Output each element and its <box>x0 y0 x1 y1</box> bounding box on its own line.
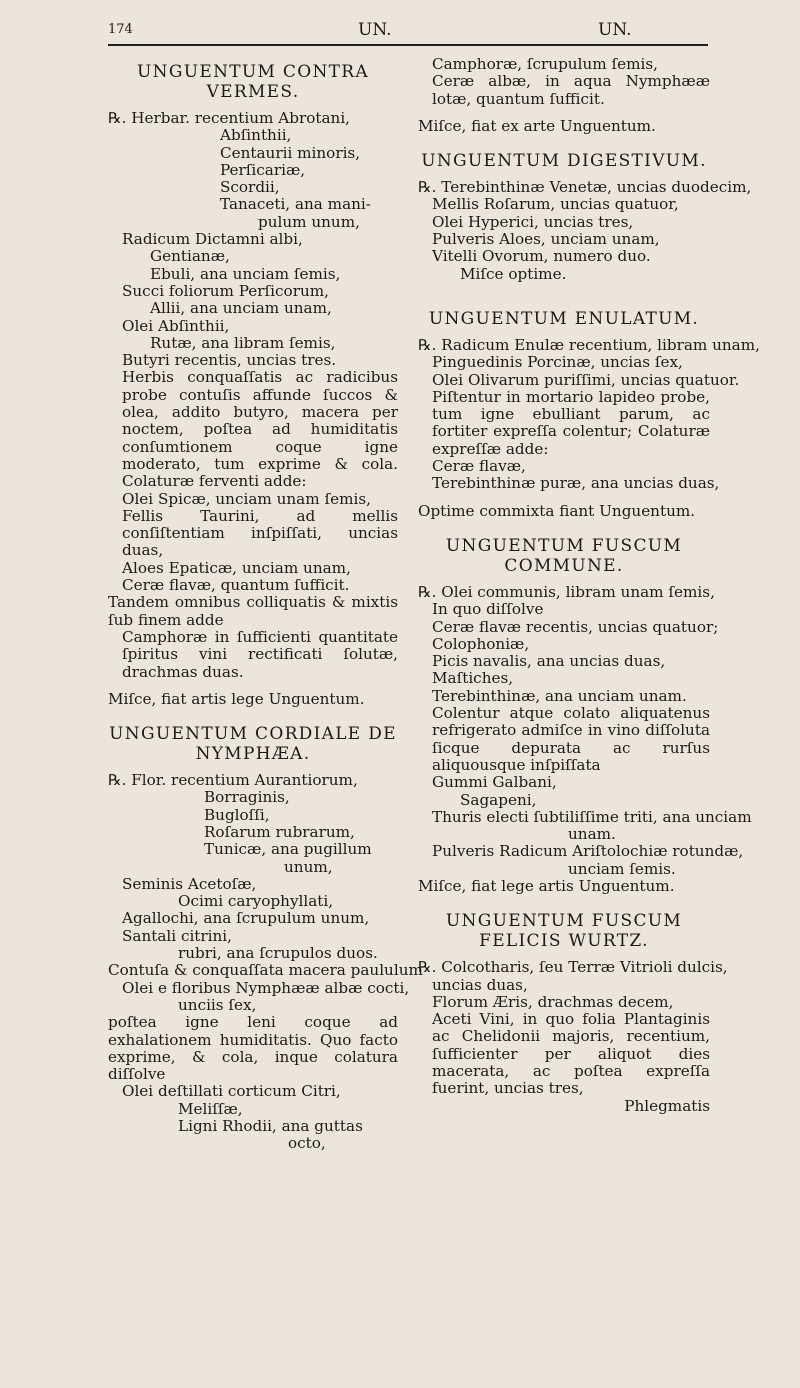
recipe-line: Miſce, fiat artis lege Unguentum. <box>108 689 365 708</box>
recipe-line: rubri, ana ſcrupulos duos. <box>178 944 378 963</box>
recipe-line: Vitelli Ovorum, numero duo. <box>432 247 651 266</box>
recipe-line: Borraginis, <box>204 788 290 807</box>
recipe-line: Ligni Rhodii, ana guttas <box>178 1117 363 1136</box>
recipe-line: ℞. Colcotharis, ſeu Terræ Vitrioli dulcis, <box>418 958 728 977</box>
instruction-paragraph: Tandem omnibus colliquatis & mixtis ſub finem adde <box>108 593 398 629</box>
section-title: UNGUENTUM FUSCUM COMMUNE. <box>445 535 683 576</box>
recipe-line: Succi foliorum Perſicorum, <box>122 281 329 300</box>
recipe-line: Tanaceti, ana mani- <box>220 195 371 214</box>
recipe-line: pulum unum, <box>258 212 360 231</box>
recipe-line: Terebinthinæ puræ, ana uncias duas, <box>432 474 720 493</box>
recipe-line: Picis navalis, ana uncias duas, <box>432 652 666 671</box>
recipe-line: ℞. Flor. recentium Aurantiorum, <box>108 771 358 790</box>
recipe-line: ℞. Terebinthinæ Venetæ, uncias duodecim, <box>418 178 752 197</box>
recipe-line: Seminis Acetoſæ, <box>122 874 257 893</box>
recipe-line: ℞. Radicum Enulæ recentium, libram unam, <box>418 335 760 354</box>
recipe-line: Centaurii minoris, <box>220 143 361 162</box>
recipe-line: Santali citrini, <box>122 926 232 945</box>
running-head-left: UN. <box>358 20 392 40</box>
recipe-line: Sagapeni, <box>460 790 537 809</box>
recipe-line: Ceræ flavæ, quantum ſufficit. <box>122 576 350 595</box>
recipe-line: ℞. Olei communis, libram unam ſemis, <box>418 582 715 601</box>
recipe-line: unam. <box>568 825 616 844</box>
recipe-line: Olei Olivarum puriſſimi, uncias quatuor. <box>432 370 740 389</box>
recipe-line: Fellis Taurini, ad mellis conſiſtentiam inſpiſſati, uncias duas, <box>122 506 398 560</box>
recipe-line: Colophoniæ, <box>432 634 530 653</box>
recipe-line: octo, <box>288 1134 326 1153</box>
recipe-line: Miſce, fiat lege artis Unguentum. <box>418 876 675 895</box>
recipe-line: uncias duas, <box>432 975 528 994</box>
section-title: UNGUENTUM CORDIALE DE NYMPHÆA. <box>109 724 397 765</box>
recipe-line: ℞. Herbar. recentium Abrotani, <box>108 109 350 127</box>
recipe-line: Mellis Roſarum, uncias quatuor, <box>432 195 679 214</box>
recipe-line: Roſarum rubrarum, <box>204 822 355 841</box>
recipe-line: Ebuli, ana unciam ſemis, <box>150 264 341 283</box>
recipe-line: Olei Abſinthii, <box>122 316 230 335</box>
page-number: 174 <box>108 22 133 37</box>
recipe-line: Florum Æris, drachmas decem, <box>432 992 674 1011</box>
recipe-line: unciis ſex, <box>178 995 257 1014</box>
instruction-paragraph: Colentur atque colato aliquatenus refrigerato admiſce in vino diſſoluta ſicque depurata ac rurſus aliquousque inſpiſſata <box>432 704 710 774</box>
recipe-line: Radicum Dictamni albi, <box>122 230 303 249</box>
recipe-line: Butyri recentis, uncias tres. <box>122 351 337 370</box>
recipe-line: Contuſa & conquaſſata macera paululum <box>108 961 423 980</box>
recipe-line: Camphoræ, ſcrupulum ſemis, <box>432 55 658 73</box>
recipe-line: Agallochi, ana ſcrupulum unum, <box>122 909 370 928</box>
recipe-line: Camphoræ in ſufficienti quantitate ſpiritus vini rectificati ſolutæ, drachmas duas. <box>122 627 398 681</box>
recipe-line: Abſinthii, <box>220 126 292 145</box>
recipe-line: Meliſſæ, <box>178 1099 243 1118</box>
recipe-line: Ceræ albæ, in aqua Nymphææ lotæ, quantum ſufficit. <box>432 72 710 108</box>
instruction-paragraph: Aceti Vini, in quo folia Plantaginis ac Chelidonii majoris, recentium, ſufficienter per aliquot dies macerata, ac poſtea expreſſa fuerint, uncias tres, <box>432 1010 710 1098</box>
section-title: UNGUENTUM DIGESTIVUM. <box>421 151 707 172</box>
recipe-line: Pulveris Aloes, unciam unam, <box>432 230 660 249</box>
right-column <box>418 55 760 1115</box>
running-head-right: UN. <box>598 20 632 40</box>
recipe-line: Miſce optime. <box>460 264 567 283</box>
recipe-line: Pinguedinis Porcinæ, uncias ſex, <box>432 353 683 372</box>
section-title: UNGUENTUM FUSCUM FELICIS WURTZ. <box>445 911 683 952</box>
recipe-line: Olei deſtillati corticum Citri, <box>122 1082 341 1101</box>
recipe-line: Rutæ, ana libram ſemis, <box>150 333 336 352</box>
catchword: Phlegmatis <box>624 1096 710 1115</box>
recipe-line: Pulveris Radicum Ariſtolochiæ rotundæ, <box>432 842 744 861</box>
recipe-line: Perſicariæ, <box>220 160 306 179</box>
section-title: UNGUENTUM ENULATUM. <box>428 308 700 329</box>
page-header <box>108 20 708 46</box>
section-title: UNGUENTUM CONTRA VERMES. <box>137 62 369 102</box>
recipe-line: Allii, ana unciam unam, <box>150 299 332 318</box>
recipe-line: unciam ſemis. <box>568 859 676 878</box>
recipe-line: Tunicæ, ana pugillum <box>204 840 372 859</box>
recipe-line: Miſce, fiat ex arte Unguentum. <box>418 116 656 135</box>
recipe-line: Maſtiches, <box>432 669 514 688</box>
recipe-line: Gentianæ, <box>150 247 230 266</box>
recipe-line: Olei Spicæ, unciam unam ſemis, <box>122 489 371 508</box>
recipe-line: Terebinthinæ, ana unciam unam. <box>432 686 687 705</box>
recipe-line: Olei Hyperici, uncias tres, <box>432 212 634 231</box>
recipe-line: unum, <box>284 857 333 876</box>
recipe-line: Olei e floribus Nymphææ albæ cocti, <box>122 978 410 997</box>
recipe-line: Ocimi caryophyllati, <box>178 892 334 911</box>
header-rule <box>108 44 708 46</box>
recipe-line: Aloes Epaticæ, unciam unam, <box>122 558 351 577</box>
recipe-line: In quo diſſolve <box>432 600 544 619</box>
recipe-line: Ceræ flavæ recentis, uncias quatuor; <box>432 617 719 636</box>
instruction-paragraph: Herbis conquaſſatis ac radicibus probe contuſis affunde ſuccos & olea, addito butyro, macera per noctem, poſtea ad humiditatis conſumtionem coque igne moderato, tum exprime & cola. Colaturæ ferventi adde: <box>122 368 398 491</box>
recipe-line: Bugloſſi, <box>204 805 270 824</box>
left-column <box>108 56 423 1153</box>
instruction-paragraph: poſtea igne leni coque ad exhalationem humiditatis. Quo facto exprime, & cola, inque colatura diſſolve <box>108 1013 398 1084</box>
recipe-line: Ceræ flavæ, <box>432 457 526 476</box>
instruction-paragraph: Piſtentur in mortario lapideo probe, tum igne ebulliant parum, ac fortiter expreſſa colentur; Colaturæ expreſſæ adde: <box>432 387 710 458</box>
recipe-line: Optime commixta fiant Unguentum. <box>418 501 696 520</box>
recipe-line: Thuris electi ſubtiliſſime triti, ana unciam <box>432 807 752 826</box>
recipe-line: Scordii, <box>220 178 280 197</box>
recipe-line: Gummi Galbani, <box>432 773 557 792</box>
